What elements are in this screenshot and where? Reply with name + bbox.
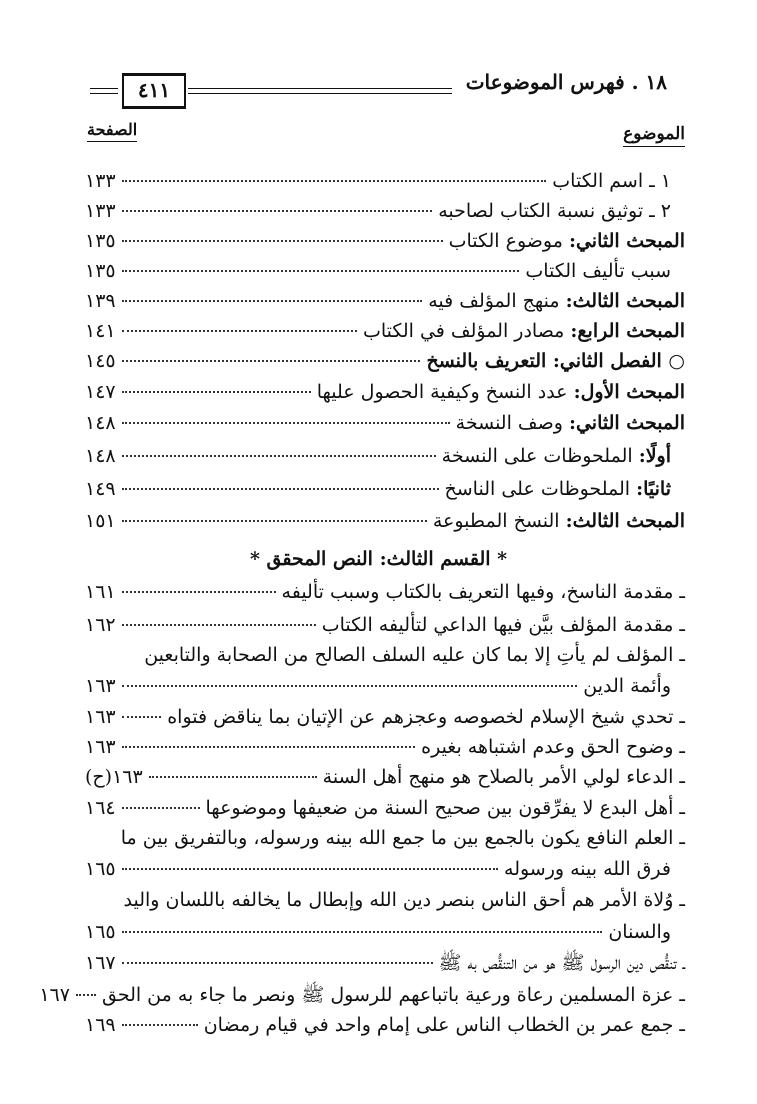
toc-entry-page: ١٣٥ xyxy=(85,260,116,282)
toc-entry-prefix: المبحث الثالث: xyxy=(565,510,685,532)
toc-item-label: ـ مقدمة المؤلف بيَّن فيها الداعي لتأليفه الكتاب xyxy=(321,614,685,636)
toc-item-page: ١٦٣(ح) xyxy=(85,766,143,788)
leader-dots xyxy=(76,994,96,996)
toc-item xyxy=(85,766,685,796)
toc-entry-page: ١٤٨ xyxy=(85,445,116,467)
toc-item-label: ـ تنقُّص دين الرسول ﷺ هو من التنقُّص به ﷺ xyxy=(438,952,685,974)
leader-dots xyxy=(122,488,439,490)
toc-entry-prefix: أولًا: xyxy=(638,445,671,467)
toc-entry-label: موضوع الكتاب xyxy=(448,230,563,252)
toc-entry-page: ١٤٨ xyxy=(85,412,116,434)
toc-item-line: ـ العلم النافع يكون بالجمع بين ما جمع الله بينه ورسوله، وبالتفريق بين ما xyxy=(120,827,685,849)
toc-item-label: ـ تحدي شيخ الإسلام لخصوصه وعجزهم عن الإتيان بما يناقض فتواه xyxy=(167,706,685,728)
toc-item xyxy=(85,736,685,766)
toc-entry-prefix: المبحث الرابع: xyxy=(570,320,685,342)
leader-dots xyxy=(122,962,433,964)
leader-dots xyxy=(122,180,547,182)
section-heading: * القسم الثالث: النص المحقق * xyxy=(249,548,508,570)
leader-dots xyxy=(122,422,450,424)
toc-item-label: والسنان xyxy=(608,921,671,943)
toc-item-page: ١٦١ xyxy=(85,581,116,603)
toc-entry-page: ١٣٥ xyxy=(85,230,116,252)
toc-item-page: ١٦٧ xyxy=(85,952,116,974)
leader-dots xyxy=(122,240,443,242)
leader-dots xyxy=(122,391,311,393)
toc-entry xyxy=(85,170,671,200)
leader-dots xyxy=(122,624,316,626)
running-title: ١٨ . فهرس الموضوعات xyxy=(465,70,667,94)
leader-dots xyxy=(122,330,357,332)
toc-item xyxy=(85,581,685,611)
toc-item-page: ١٦٧ xyxy=(39,984,70,1006)
toc-entry xyxy=(85,478,671,508)
toc-item-page: ١٦٢ xyxy=(85,614,116,636)
leader-dots xyxy=(122,300,423,302)
toc-entry xyxy=(85,510,685,540)
toc-item-line: ـ المؤلف لم يأتِ إلا بما كان عليه السلف الصالح من الصحابة والتابعين xyxy=(144,644,685,666)
leader-dots xyxy=(122,360,421,362)
toc-item-page: ١٦٥ xyxy=(85,921,116,943)
toc-entry-prefix: المبحث الثاني: xyxy=(568,230,685,252)
leader-dots xyxy=(122,931,603,933)
toc-entry xyxy=(85,230,685,260)
toc-item xyxy=(85,858,671,888)
toc-item-label: ـ وضوح الحق وعدم اشتباهه بغيره xyxy=(421,736,685,758)
toc-entry xyxy=(85,445,671,475)
leader-dots xyxy=(122,1024,198,1026)
page-number: ٤١١ xyxy=(122,73,186,109)
toc-entry-page: ١٣٣ xyxy=(85,200,116,222)
toc-entry-page: ١٤٧ xyxy=(85,381,116,403)
toc-entry xyxy=(85,290,685,320)
toc-item-label: ـ عزة المسلمين رعاة ورعية باتباعهم للرسول ﷺ ونصر ما جاء به من الحق xyxy=(101,984,685,1006)
toc-entry-label: منهج المؤلف فيه xyxy=(428,290,560,312)
leader-dots xyxy=(122,520,427,522)
leader-dots xyxy=(122,746,416,748)
header-rule xyxy=(188,93,452,94)
toc-entry xyxy=(85,320,685,350)
toc-item xyxy=(85,797,685,827)
toc-entry xyxy=(85,381,685,411)
leader-dots xyxy=(122,807,200,809)
toc-entry-label: النسخ المطبوعة xyxy=(432,510,560,532)
toc-item-label: فرق الله بينه ورسوله xyxy=(504,858,671,880)
toc-entry xyxy=(85,200,671,230)
toc-item-line: ـ وُلاة الأمر هم أحق الناس بنصر دين الله وإبطال ما يخالفه باللسان واليد xyxy=(123,889,685,911)
column-header-topic: الموضوع xyxy=(623,124,685,147)
toc-entry-page: ١٤٥ xyxy=(85,350,116,372)
toc-entry-prefix: المبحث الثالث: xyxy=(565,290,685,312)
toc-entry-label: مصادر المؤلف في الكتاب xyxy=(362,320,565,342)
toc-item xyxy=(85,675,671,705)
toc-entry-label: الملحوظات على النسخة xyxy=(441,445,633,467)
toc-item xyxy=(39,983,685,1013)
column-header-page: الصفحة xyxy=(87,120,137,142)
toc-item-page: ١٦٤ xyxy=(85,797,116,819)
toc-entry-label: ٢ ـ توثيق نسبة الكتاب لصاحبه xyxy=(438,200,671,222)
toc-item xyxy=(85,1014,685,1044)
header-rule xyxy=(90,88,118,89)
toc-entry-label: عدد النسخ وكيفية الحصول عليها xyxy=(316,381,568,403)
toc-entry-label: ١ ـ اسم الكتاب xyxy=(552,170,671,192)
toc-item-page: ١٦٣ xyxy=(85,675,116,697)
header-rule xyxy=(188,88,452,89)
toc-entry-prefix: ثانيًا: xyxy=(636,478,671,500)
toc-entry-label: وصف النسخة xyxy=(455,412,563,434)
toc-entry xyxy=(85,412,685,442)
toc-item-label: ـ مقدمة الناسخ، وفيها التعريف بالكتاب وسبب تأليفه xyxy=(281,581,685,603)
toc-entry-prefix: المبحث الأول: xyxy=(573,381,685,403)
toc-item-page: ١٦٩ xyxy=(85,1014,116,1036)
leader-dots xyxy=(122,868,498,870)
toc-entry xyxy=(85,260,671,290)
toc-entry-page: ١٤١ xyxy=(85,320,116,342)
toc-item-page: ١٦٣ xyxy=(85,736,116,758)
toc-item xyxy=(85,921,671,951)
toc-entry-label: سبب تأليف الكتاب xyxy=(525,260,671,282)
toc-item-label: ـ الدعاء لولي الأمر بالصلاح هو منهج أهل السنة xyxy=(322,766,685,788)
toc-item-label: ـ أهل البدع لا يفرِّقون بين صحيح السنة من ضعيفها وموضوعها xyxy=(205,797,685,819)
leader-dots xyxy=(122,685,578,687)
toc-item xyxy=(85,706,685,736)
toc-entry-page: ١٤٩ xyxy=(85,478,116,500)
toc-item xyxy=(85,951,685,981)
header-rule xyxy=(90,93,118,94)
leader-dots xyxy=(122,210,433,212)
toc-item xyxy=(85,614,685,644)
toc-entry-label: الملحوظات على الناسخ xyxy=(444,478,631,500)
leader-dots xyxy=(122,716,162,718)
toc-entry-prefix: المبحث الثاني: xyxy=(568,412,685,434)
toc-item-label: وأئمة الدين xyxy=(583,675,671,697)
toc-item-label: ـ جمع عمر بن الخطاب الناس على إمام واحد في قيام رمضان xyxy=(203,1014,685,1036)
toc-entry-page: ١٣٩ xyxy=(85,290,116,312)
toc-item-page: ١٦٣ xyxy=(85,706,116,728)
toc-entry xyxy=(85,350,685,380)
toc-item-page: ١٦٥ xyxy=(85,858,116,880)
toc-entry-page: ١٥١ xyxy=(85,510,116,532)
leader-dots xyxy=(149,776,317,778)
leader-dots xyxy=(122,270,520,272)
toc-entry-page: ١٣٣ xyxy=(85,170,116,192)
leader-dots xyxy=(122,455,436,457)
toc-entry-prefix: ○ الفصل الثاني: التعريف بالنسخ xyxy=(426,350,685,372)
leader-dots xyxy=(122,591,276,593)
